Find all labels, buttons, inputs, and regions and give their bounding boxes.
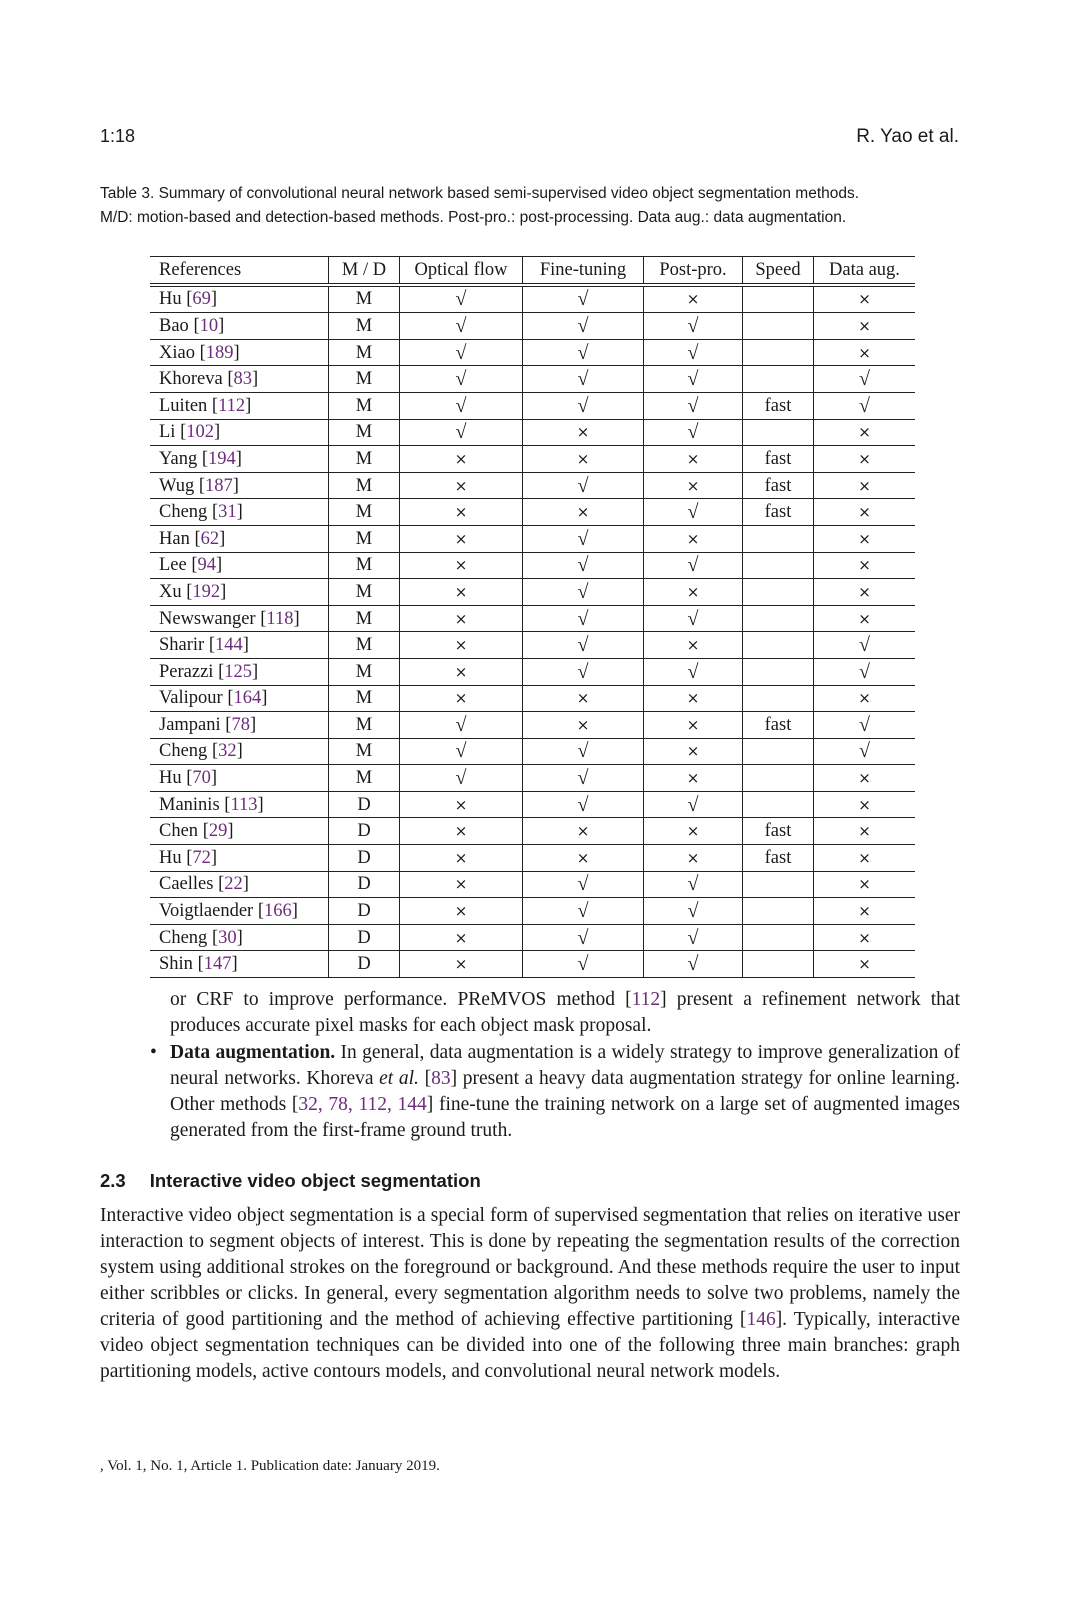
reference-name: Cheng <box>159 741 208 762</box>
cell-reference: Li [102] <box>150 419 329 446</box>
cell-md: D <box>329 924 400 951</box>
reference-name: Luiten <box>159 395 208 416</box>
cell-reference: Valipour [164] <box>150 685 329 712</box>
cell-md: M <box>329 366 400 393</box>
table-row <box>150 658 915 685</box>
cell-fine-tuning: √ <box>523 898 644 925</box>
citation-link[interactable]: 62 <box>200 528 220 549</box>
table-row <box>150 313 915 340</box>
reference-name: Han <box>159 528 190 549</box>
cell-reference: Caelles [22] <box>150 871 329 898</box>
cell-md: M <box>329 579 400 606</box>
cell-reference: Luiten [112] <box>150 392 329 419</box>
cell-speed: fast <box>743 446 814 473</box>
citation-link[interactable]: 30 <box>218 927 237 948</box>
table-row <box>150 339 915 366</box>
citation-link[interactable]: 146 <box>746 1309 776 1330</box>
cell-data-aug: √ <box>814 632 916 659</box>
cell-fine-tuning: √ <box>523 313 644 340</box>
cell-reference: Bao [10] <box>150 313 329 340</box>
citation-link[interactable]: 69 <box>192 289 211 310</box>
citation-link[interactable]: 113 <box>230 794 258 815</box>
table-row <box>150 898 915 925</box>
cell-speed: fast <box>743 845 814 872</box>
citation-link[interactable]: 164 <box>233 688 262 709</box>
cell-post-pro: × <box>644 472 743 499</box>
cell-md: M <box>329 658 400 685</box>
cell-post-pro: √ <box>644 924 743 951</box>
cell-post-pro: √ <box>644 658 743 685</box>
citation-link[interactable]: 70 <box>192 768 211 789</box>
cell-fine-tuning: √ <box>523 951 644 978</box>
table-row <box>150 525 915 552</box>
cell-data-aug: × <box>814 845 916 872</box>
page-footer: , Vol. 1, No. 1, Article 1. Publication date: January 2019. <box>100 1458 440 1474</box>
cell-post-pro: √ <box>644 339 743 366</box>
cell-fine-tuning: √ <box>523 366 644 393</box>
citation-link[interactable]: 144 <box>215 635 243 656</box>
table-row <box>150 738 915 765</box>
cell-reference: Han [62] <box>150 525 329 552</box>
cell-data-aug: √ <box>814 366 916 393</box>
cell-fine-tuning: √ <box>523 632 644 659</box>
reference-name: Shin <box>159 954 193 975</box>
cell-post-pro: √ <box>644 499 743 526</box>
citation-link[interactable]: 32 <box>218 741 237 762</box>
table-caption-line1: Table 3. Summary of convolutional neural network based semi-supervised video object segmentation methods. <box>100 185 860 202</box>
cell-reference: Xu [192] <box>150 579 329 606</box>
cell-speed <box>743 658 814 685</box>
cell-reference: Maninis [113] <box>150 791 329 818</box>
reference-name: Sharir <box>159 635 205 656</box>
table-row <box>150 552 915 579</box>
cell-md: M <box>329 313 400 340</box>
table-row <box>150 685 915 712</box>
cell-speed <box>743 951 814 978</box>
section-number: 2.3 <box>100 1170 126 1191</box>
cell-speed <box>743 605 814 632</box>
table-row <box>150 871 915 898</box>
cell-fine-tuning: √ <box>523 552 644 579</box>
cell-data-aug: × <box>814 525 916 552</box>
header-references: References <box>150 257 329 285</box>
cell-data-aug: × <box>814 579 916 606</box>
citation-link[interactable]: 22 <box>224 874 243 895</box>
continuation-paragraph <box>170 987 960 1039</box>
cell-post-pro: √ <box>644 313 743 340</box>
cell-optical-flow: × <box>400 579 523 606</box>
citation-link[interactable]: 78 <box>231 714 250 735</box>
section-title: Interactive video object segmentation <box>149 1170 481 1191</box>
cell-fine-tuning: √ <box>523 791 644 818</box>
reference-name: Wug <box>159 475 195 496</box>
cell-md: M <box>329 632 400 659</box>
cell-reference: Jampani [78] <box>150 712 329 739</box>
cell-md: M <box>329 712 400 739</box>
reference-name: Voigtlaender <box>159 901 254 922</box>
cell-post-pro: × <box>644 525 743 552</box>
reference-name: Valipour <box>159 688 223 709</box>
table-row <box>150 924 915 951</box>
cell-fine-tuning: × <box>523 499 644 526</box>
citation-link[interactable]: 194 <box>208 448 236 469</box>
cell-speed <box>743 898 814 925</box>
cell-data-aug: × <box>814 791 916 818</box>
cell-fine-tuning: × <box>523 712 644 739</box>
table-header-row <box>150 257 915 285</box>
reference-name: Chen <box>159 821 199 842</box>
cell-post-pro: × <box>644 765 743 792</box>
text: ]. Typically, interactive video object segmentation techniques can be divided into one of the following three main branches: graph partitioning models, active contours models, and convolutional neural network models. <box>100 1309 960 1382</box>
table-row <box>150 712 915 739</box>
cell-fine-tuning: √ <box>523 285 644 313</box>
cell-post-pro: √ <box>644 392 743 419</box>
cell-optical-flow: × <box>400 924 523 951</box>
page-number: 1:18 <box>100 126 136 146</box>
cell-md: D <box>329 818 400 845</box>
bullet-title: Data augmentation. <box>170 1042 336 1063</box>
table-row <box>150 791 915 818</box>
cell-speed <box>743 738 814 765</box>
header-optical-flow: Optical flow <box>400 257 523 285</box>
citation-link[interactable]: 83 <box>431 1068 451 1089</box>
citation-link[interactable]: 118 <box>266 608 294 629</box>
cell-post-pro: × <box>644 685 743 712</box>
table-row <box>150 632 915 659</box>
cell-reference: Wug [187] <box>150 472 329 499</box>
cell-fine-tuning: √ <box>523 924 644 951</box>
reference-name: Hu <box>159 289 182 310</box>
text: Interactive video object segmentation is a special form of supervised segmentation that relies on iterative user interaction to segment objects of interest. This is done by repeating the segmentation results of the correction system using additional strokes on the foreground or background. And these methods require the user to input either scribbles or clicks. In general, every segmentation algorithm needs to solve two problems, namely the criteria of good partitioning and the method of achieving effective partitioning [ <box>100 1205 960 1330</box>
cell-reference: Hu [70] <box>150 765 329 792</box>
cell-post-pro: × <box>644 845 743 872</box>
cell-reference: Khoreva [83] <box>150 366 329 393</box>
cell-fine-tuning: √ <box>523 765 644 792</box>
cell-fine-tuning: √ <box>523 525 644 552</box>
cell-reference: Yang [194] <box>150 446 329 473</box>
citation-link[interactable]: 29 <box>208 821 228 842</box>
table-row <box>150 605 915 632</box>
cell-md: D <box>329 951 400 978</box>
citation-link[interactable]: 112 <box>631 989 661 1010</box>
reference-name: Jampani <box>159 714 221 735</box>
citation-link[interactable]: 72 <box>192 847 211 868</box>
text: ] present a heavy data augmentation strategy for online learning. Other methods [ <box>170 1068 960 1115</box>
cell-speed <box>743 685 814 712</box>
cell-md: M <box>329 499 400 526</box>
cell-optical-flow: √ <box>400 392 523 419</box>
cell-fine-tuning: √ <box>523 658 644 685</box>
reference-name: Hu <box>159 768 182 789</box>
cell-optical-flow: √ <box>400 712 523 739</box>
reference-name: Li <box>159 422 176 443</box>
table-row <box>150 472 915 499</box>
cell-optical-flow: × <box>400 898 523 925</box>
methods-table <box>150 256 915 978</box>
reference-name: Bao <box>159 315 189 336</box>
cell-optical-flow: √ <box>400 313 523 340</box>
cell-fine-tuning: √ <box>523 605 644 632</box>
cell-data-aug: × <box>814 472 916 499</box>
cell-md: D <box>329 845 400 872</box>
citation-link[interactable]: 112 <box>218 395 246 416</box>
header-speed: Speed <box>743 257 814 285</box>
cell-md: D <box>329 871 400 898</box>
reference-name: Xu <box>159 581 182 602</box>
cell-post-pro: × <box>644 818 743 845</box>
cell-speed <box>743 285 814 313</box>
cell-data-aug: × <box>814 818 916 845</box>
table-row <box>150 446 915 473</box>
cell-fine-tuning: × <box>523 845 644 872</box>
citation-link[interactable]: 147 <box>203 954 232 975</box>
cell-data-aug: √ <box>814 738 916 765</box>
cell-reference: Cheng [30] <box>150 924 329 951</box>
cell-reference: Hu [69] <box>150 285 329 313</box>
table-body <box>150 285 915 978</box>
cell-data-aug: √ <box>814 712 916 739</box>
text: ] present a refinement network that produces accurate pixel masks for each object mask proposal. <box>170 989 960 1036</box>
cell-md: M <box>329 392 400 419</box>
text: ] fine-tune the training network on a large set of augmented images generated from the first-frame ground truth. <box>170 1094 960 1141</box>
cell-data-aug: × <box>814 951 916 978</box>
cell-md: M <box>329 446 400 473</box>
cell-data-aug: √ <box>814 658 916 685</box>
cell-md: M <box>329 685 400 712</box>
cell-post-pro: √ <box>644 898 743 925</box>
reference-name: Xiao <box>159 342 195 363</box>
cell-reference: Xiao [189] <box>150 339 329 366</box>
citation-link[interactable]: 94 <box>197 555 217 576</box>
cell-speed: fast <box>743 499 814 526</box>
cell-fine-tuning: √ <box>523 579 644 606</box>
cell-optical-flow: × <box>400 499 523 526</box>
cell-speed: fast <box>743 818 814 845</box>
cell-post-pro: √ <box>644 419 743 446</box>
cell-speed <box>743 419 814 446</box>
cell-reference: Perazzi [125] <box>150 658 329 685</box>
table-caption-line2: M/D: motion-based and detection-based methods. Post-pro.: post-processing. Data aug.: data augmentation. <box>100 209 847 226</box>
cell-optical-flow: × <box>400 818 523 845</box>
cell-speed <box>743 525 814 552</box>
cell-optical-flow: √ <box>400 285 523 313</box>
section-heading <box>100 1170 481 1192</box>
cell-md: M <box>329 419 400 446</box>
cell-fine-tuning: × <box>523 446 644 473</box>
cell-fine-tuning: √ <box>523 472 644 499</box>
table-row <box>150 579 915 606</box>
cell-post-pro: √ <box>644 871 743 898</box>
table-row <box>150 765 915 792</box>
citation-link[interactable]: 125 <box>224 661 252 682</box>
table-row <box>150 818 915 845</box>
reference-name: Cheng <box>159 502 208 523</box>
citation-link[interactable]: 32, 78, 112, 144 <box>298 1094 427 1115</box>
citation-link[interactable]: 31 <box>218 502 237 523</box>
cell-data-aug: × <box>814 285 916 313</box>
bullet-icon: • <box>150 1042 157 1063</box>
header-md: M / D <box>329 257 400 285</box>
header-fine-tuning: Fine-tuning <box>523 257 644 285</box>
cell-speed <box>743 791 814 818</box>
cell-md: M <box>329 738 400 765</box>
cell-data-aug: × <box>814 419 916 446</box>
reference-name: Perazzi <box>159 661 214 682</box>
table-row <box>150 392 915 419</box>
text: In general, data augmentation is a widely strategy to improve generalization of neural networks. Khoreva <box>170 1042 961 1089</box>
cell-data-aug: × <box>814 898 916 925</box>
cell-optical-flow: × <box>400 605 523 632</box>
cell-optical-flow: √ <box>400 419 523 446</box>
header-data-aug: Data aug. <box>814 257 916 285</box>
cell-md: M <box>329 605 400 632</box>
citation-link[interactable]: 83 <box>233 369 252 390</box>
reference-name: Lee <box>159 555 187 576</box>
cell-optical-flow: × <box>400 446 523 473</box>
cell-speed <box>743 924 814 951</box>
cell-reference: Cheng [32] <box>150 738 329 765</box>
cell-optical-flow: × <box>400 552 523 579</box>
cell-reference: Hu [72] <box>150 845 329 872</box>
cell-post-pro: × <box>644 579 743 606</box>
cell-speed: fast <box>743 392 814 419</box>
cell-optical-flow: × <box>400 845 523 872</box>
cell-fine-tuning: × <box>523 818 644 845</box>
cell-data-aug: × <box>814 605 916 632</box>
cell-post-pro: √ <box>644 552 743 579</box>
cell-speed <box>743 552 814 579</box>
citation-link[interactable]: 10 <box>199 315 219 336</box>
cell-speed <box>743 871 814 898</box>
cell-fine-tuning: × <box>523 685 644 712</box>
cell-md: D <box>329 898 400 925</box>
reference-name: Maninis <box>159 794 220 815</box>
citation-link[interactable]: 102 <box>186 422 214 443</box>
cell-data-aug: × <box>814 871 916 898</box>
cell-data-aug: × <box>814 685 916 712</box>
cell-data-aug: × <box>814 765 916 792</box>
cell-optical-flow: √ <box>400 339 523 366</box>
cell-optical-flow: × <box>400 632 523 659</box>
text: [ <box>418 1068 432 1089</box>
cell-post-pro: × <box>644 632 743 659</box>
citation-link[interactable]: 189 <box>205 342 234 363</box>
cell-speed <box>743 339 814 366</box>
cell-optical-flow: × <box>400 791 523 818</box>
cell-md: M <box>329 339 400 366</box>
cell-post-pro: × <box>644 446 743 473</box>
reference-name: Caelles <box>159 874 214 895</box>
citation-link[interactable]: 187 <box>205 475 233 496</box>
cell-post-pro: √ <box>644 605 743 632</box>
cell-fine-tuning: × <box>523 419 644 446</box>
table-row <box>150 951 915 978</box>
cell-md: M <box>329 472 400 499</box>
cell-optical-flow: √ <box>400 765 523 792</box>
methods-table-container <box>150 256 915 978</box>
table-row <box>150 366 915 393</box>
text-italic: et al. <box>379 1068 419 1089</box>
cell-optical-flow: × <box>400 951 523 978</box>
running-header-authors: R. Yao et al. <box>856 126 959 147</box>
cell-reference: Lee [94] <box>150 552 329 579</box>
cell-post-pro: √ <box>644 366 743 393</box>
bullet-data-augmentation <box>150 1040 961 1144</box>
reference-name: Khoreva <box>159 369 223 390</box>
cell-post-pro: × <box>644 712 743 739</box>
section-paragraph <box>100 1203 960 1385</box>
citation-link[interactable]: 192 <box>192 581 221 602</box>
cell-optical-flow: × <box>400 871 523 898</box>
cell-md: M <box>329 552 400 579</box>
reference-name: Hu <box>159 847 182 868</box>
cell-optical-flow: × <box>400 658 523 685</box>
table-row <box>150 845 915 872</box>
reference-name: Yang <box>159 448 198 469</box>
reference-name: Newswanger <box>159 608 256 629</box>
table-caption <box>100 182 970 230</box>
header-post-pro: Post-pro. <box>644 257 743 285</box>
cell-optical-flow: × <box>400 472 523 499</box>
table-row <box>150 499 915 526</box>
cell-post-pro: √ <box>644 951 743 978</box>
text: or CRF to improve performance. PReMVOS method [ <box>170 989 632 1010</box>
cell-md: M <box>329 765 400 792</box>
cell-md: M <box>329 525 400 552</box>
cell-data-aug: × <box>814 339 916 366</box>
cell-fine-tuning: √ <box>523 392 644 419</box>
cell-speed <box>743 765 814 792</box>
cell-speed <box>743 313 814 340</box>
cell-fine-tuning: √ <box>523 871 644 898</box>
cell-data-aug: × <box>814 924 916 951</box>
cell-speed: fast <box>743 472 814 499</box>
cell-data-aug: × <box>814 552 916 579</box>
cell-reference: Shin [147] <box>150 951 329 978</box>
reference-name: Cheng <box>159 927 208 948</box>
cell-optical-flow: √ <box>400 366 523 393</box>
cell-speed: fast <box>743 712 814 739</box>
table-row <box>150 285 915 313</box>
cell-fine-tuning: √ <box>523 738 644 765</box>
cell-optical-flow: × <box>400 525 523 552</box>
cell-data-aug: × <box>814 313 916 340</box>
cell-reference: Cheng [31] <box>150 499 329 526</box>
cell-reference: Sharir [144] <box>150 632 329 659</box>
cell-md: M <box>329 285 400 313</box>
cell-data-aug: √ <box>814 392 916 419</box>
cell-post-pro: × <box>644 738 743 765</box>
cell-reference: Voigtlaender [166] <box>150 898 329 925</box>
cell-reference: Chen [29] <box>150 818 329 845</box>
cell-md: D <box>329 791 400 818</box>
cell-speed <box>743 579 814 606</box>
cell-post-pro: × <box>644 285 743 313</box>
cell-optical-flow: × <box>400 685 523 712</box>
cell-speed <box>743 632 814 659</box>
cell-fine-tuning: √ <box>523 339 644 366</box>
cell-speed <box>743 366 814 393</box>
cell-data-aug: × <box>814 499 916 526</box>
table-row <box>150 419 915 446</box>
cell-reference: Newswanger [118] <box>150 605 329 632</box>
cell-data-aug: × <box>814 446 916 473</box>
cell-optical-flow: √ <box>400 738 523 765</box>
citation-link[interactable]: 166 <box>264 901 292 922</box>
cell-post-pro: √ <box>644 791 743 818</box>
